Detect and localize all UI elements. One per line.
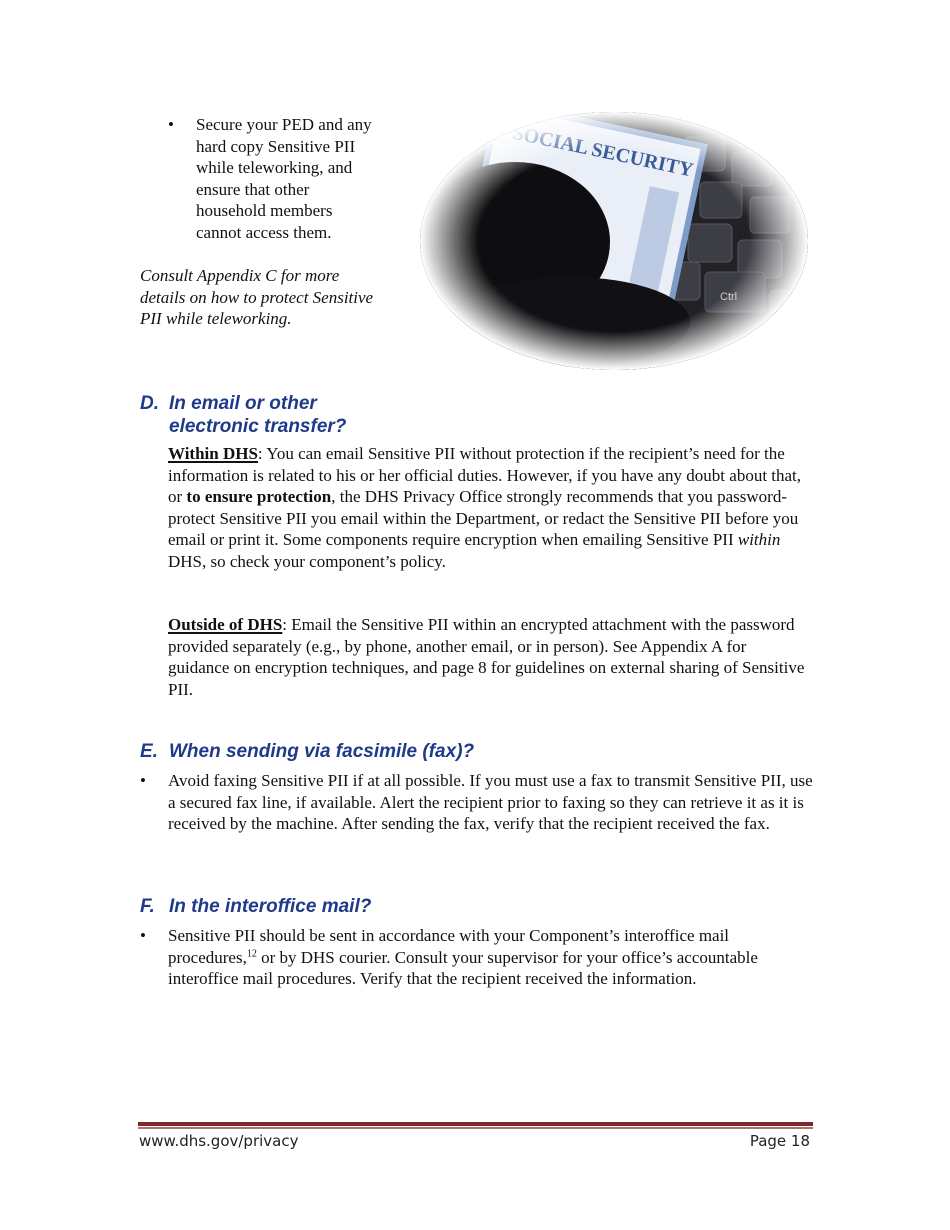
social-security-card-photo xyxy=(420,112,808,370)
fax-bullet: • Avoid faxing Sensitive PII if at all possible. If you must use a fax to transmit Sensitive PII, use a secured fax line, if available. Alert the recipient prior to faxing so they can retrieve it as it is received by the machine. After sending the fax, verify that the recipient received the fax. xyxy=(140,771,813,834)
bullet-icon: • xyxy=(168,115,174,134)
bullet-icon: • xyxy=(140,926,146,945)
page-number: Page 18 xyxy=(749,1132,810,1150)
footnote-ref[interactable]: 12 xyxy=(246,947,257,959)
section-d-heading: D. In email or other electronic transfer? xyxy=(140,393,347,437)
section-e-heading: E. When sending via facsimile (fax)? xyxy=(140,741,475,762)
section-f-heading: F. In the interoffice mail? xyxy=(140,896,372,917)
intro-bullet: • Secure your PED and any hard copy Sensitive PII while teleworking, and ensure that other household members cannot access them. xyxy=(168,115,372,242)
bullet-icon: • xyxy=(140,771,146,790)
footer-rule-thin xyxy=(138,1127,813,1129)
appendix-c-note: Consult Appendix C for more details on how to protect Sensitive PII while teleworking. xyxy=(140,266,374,329)
outside-dhs-paragraph: Outside of DHS: Email the Sensitive PII within an encrypted attachment with the password provided separately (e.g., by phone, another email, or in person). See Appendix A for guidance on encryption techniques, and page 8 for guidelines on external sharing of Sensitive PII. xyxy=(168,615,805,699)
footer-rule xyxy=(138,1122,813,1126)
footer-url: www.dhs.gov/privacy xyxy=(139,1132,299,1150)
interoffice-mail-bullet: • Sensitive PII should be sent in accordance with your Component’s interoffice mail procedures,$^{12}$ or by DHS courier. Consult your supervisor for your office’s accountable interoffice mail procedures. Verify that the recipient received the information. xyxy=(140,926,758,989)
within-dhs-paragraph: Within DHS: You can email Sensitive PII without protection if the recipient’s need for the information is related to his or her official duties. However, if you have any doubt about that, or to ensure protection, the DHS Privacy Office strongly recommends that you password-protect Sensitive PII you email within the Department, or redact the Sensitive PII before you email or print it. Some components require encryption when emailing Sensitive PII within DHS, so check your component’s policy. xyxy=(168,444,802,571)
photo-illustration xyxy=(420,112,808,370)
